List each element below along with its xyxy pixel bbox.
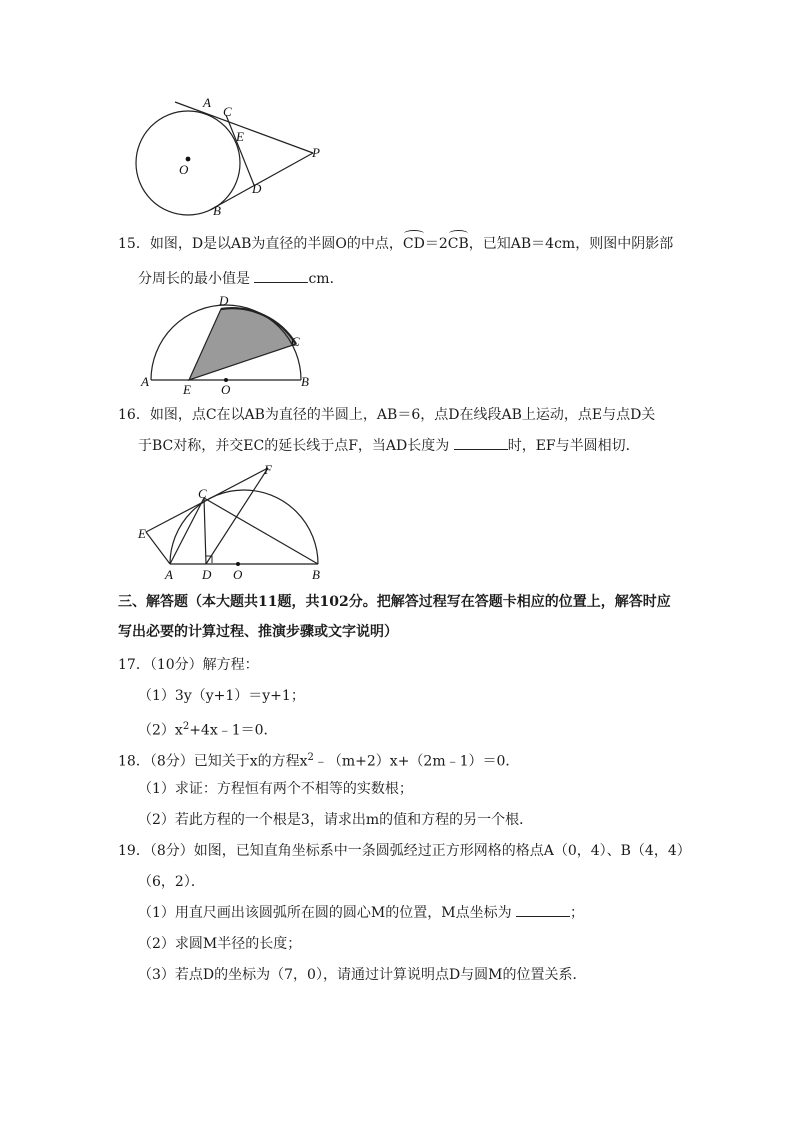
center-dot (186, 157, 191, 162)
section3-heading-line2: 写出必要的计算过程、推演步骤或文字说明） (118, 624, 398, 640)
q17-part1: （1）3y（y+1）＝y+1； (138, 688, 305, 704)
q15-line1 (118, 234, 673, 254)
q15-text-post: ，已知AB＝4cm，则图中阴影部 (468, 236, 674, 252)
q19-title-cont: （6，2）． (138, 874, 205, 890)
q15-line2-post: cm． (308, 271, 344, 287)
center-dot-o (236, 562, 240, 566)
label-p: P (312, 145, 320, 160)
label-a: A (141, 374, 149, 389)
q18-title-exponent: 2 (307, 752, 314, 763)
q18-part2: （2）若此方程的一个根是3，请求出m的值和方程的另一个根． (138, 812, 534, 828)
line-cb (204, 498, 318, 564)
q18-title-post: ﹣（m+2）x+（2m﹣1）＝0． (313, 753, 520, 770)
q19-answer-blank[interactable] (516, 903, 570, 917)
label-o: O (221, 382, 231, 395)
q15-answer-blank[interactable] (254, 269, 308, 283)
q16-answer-blank[interactable] (454, 436, 508, 450)
q15-line2-pre: 分周长的最小值是 (138, 271, 250, 287)
figure-semicircle-shaded (135, 290, 325, 395)
arc-cd: CD (402, 236, 425, 252)
label-o: O (179, 162, 189, 177)
label-d: D (202, 567, 212, 582)
q19-title: 19．（8分）如图，已知直角坐标系中一条圆弧经过正方形网格的格点A（0，4）、B（4，4） (118, 843, 691, 859)
q19-part1-pre: （1）用直尺画出该圆弧所在圆的圆心M的位置，M点坐标为 (138, 905, 512, 921)
q18-part1: （1）求证：方程恒有两个不相等的实数根； (138, 781, 413, 797)
q19-part1 (138, 903, 584, 923)
label-e: E (236, 129, 244, 144)
label-c: C (223, 104, 232, 119)
label-e: E (138, 526, 146, 541)
label-e: E (183, 382, 191, 395)
q19-part2: （2）求圆M半径的长度； (138, 936, 302, 952)
q17-part2 (138, 717, 278, 741)
q17-part2-post: +4x﹣1＝0． (189, 722, 278, 739)
tangent-pa (175, 102, 313, 153)
q19-part3: （3）若点D的坐标为（7，0），请通过计算说明点D与圆M的位置关系． (138, 967, 587, 983)
label-b: B (301, 374, 309, 389)
label-c: C (291, 334, 300, 349)
q17-title: 17．（10分）解方程： (118, 657, 259, 673)
section3-heading-line1: 三、解答题（本大题共11题，共102分。把解答过程写在答题卡相应的位置上，解答时应 (118, 594, 671, 610)
line-df (206, 468, 268, 564)
figure-semicircle-tangent (132, 460, 332, 585)
q15-text-mid: ＝2 (424, 236, 448, 252)
figure-circle-tangents (130, 90, 340, 225)
line-ac (170, 498, 204, 564)
q18-title (118, 748, 519, 772)
label-a: A (165, 567, 173, 582)
label-b: B (213, 203, 221, 218)
arc-cb: CB (447, 236, 469, 252)
label-d: D (252, 181, 262, 196)
label-a: A (203, 95, 211, 110)
semicircle-arc (170, 490, 318, 564)
label-f: F (264, 462, 272, 477)
shaded-region (189, 308, 296, 380)
q16-line2-post: 时，EF与半圆相切． (507, 438, 640, 454)
label-o: O (233, 567, 243, 582)
q17-part2-exponent: 2 (182, 721, 190, 732)
q16-line2-pre: 于BC对称，并交EC的延长线于点F，当AD长度为 (138, 438, 450, 454)
label-b: B (312, 567, 320, 582)
label-d: D (219, 293, 229, 308)
q15-line2 (138, 269, 344, 289)
q19-part1-post: ； (570, 905, 585, 921)
tangent-pb (210, 153, 313, 210)
q17-part2-pre: （2）x (138, 722, 183, 739)
q18-title-pre: 18．（8分）已知关于x的方程x (118, 753, 308, 770)
line-ae (146, 532, 170, 564)
q15-text-pre: 15．如图，D是以AB为直径的半圆O的中点， (118, 236, 403, 252)
label-c: C (198, 486, 207, 501)
q16-line2 (138, 436, 640, 456)
line-cd (204, 498, 206, 564)
q16-line1: 16．如图，点C在以AB为直径的半圆上，AB＝6，点D在线段AB上运动，点E与点D关 (118, 407, 656, 423)
